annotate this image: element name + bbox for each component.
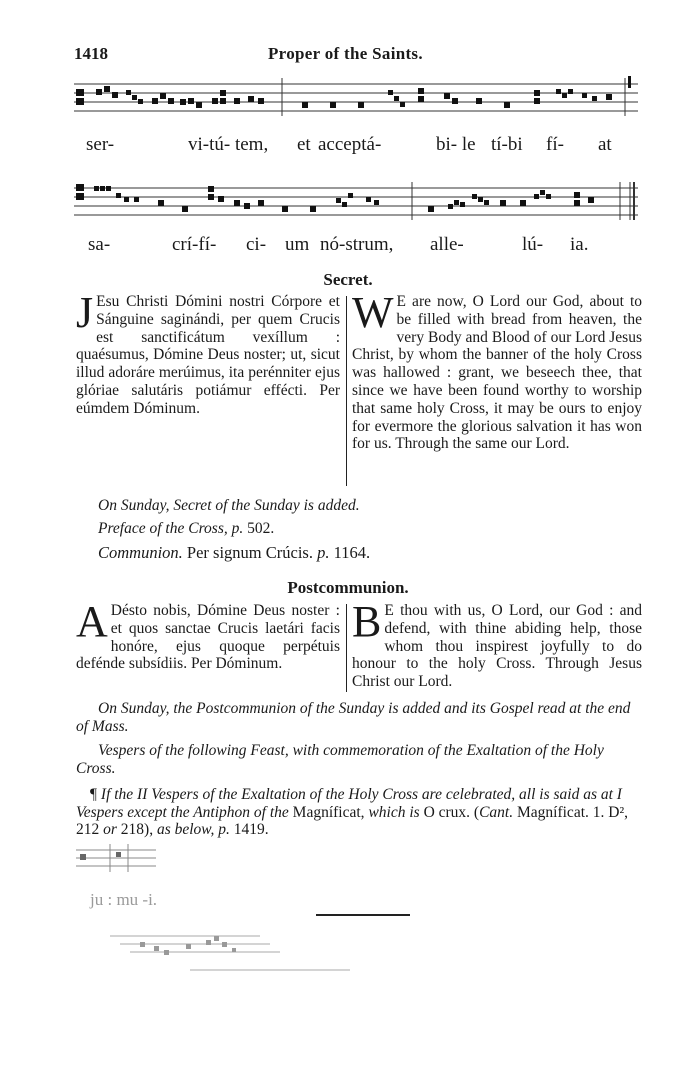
syllable: alle- (430, 234, 464, 255)
syllable: sa- (88, 234, 111, 255)
faint-staff-fragment (76, 844, 176, 874)
syllable: ia. (570, 234, 589, 255)
postcommunion-heading: Postcommunion. (287, 578, 409, 597)
syllable: bi- le (436, 134, 476, 155)
syllable: et (297, 134, 311, 155)
secret-latin-text: Esu Christi Dómini nostri Córpore et Sánguine saginándi, per quem Crucis est sanctificátum vexíllum : quaésumus, Dómine Deus noster; ut, sicut illud adoráre merúimus, ita perénniter ejus glóriae salutáris potiámur effécti. Per eúmdem Dóminum. (76, 293, 340, 417)
syllable: lú- (522, 234, 544, 255)
rubric-ii-vespers: ¶ If the II Vespers of the Exaltation of the Holy Cross are celebrated, all is said as at I Vespers except the Antiphon of the Magníficat, which is O crux. (Cant. Magníficat. 1. D², 212 or 218), as below, p. 1419. (76, 786, 628, 838)
postcommunion-latin-text: Désto nobis, Dómine Deus noster : et quos sanctae Crucis laetári facis honóre, ejus quoque perpétuis defénde subsídiis. Per Dóminum. (76, 602, 340, 673)
rubric-sunday-secret: On Sunday, Secret of the Sunday is added. (98, 497, 360, 514)
secret-english-text: E are now, O Lord our God, about to be filled with bread from heaven, the very Body and Blood of our Lord Jesus Christ, by whom the banner of the holy Cross was hallowed : grant, we beseech thee, that since we have been found worthy to worship that same holy Cross, it may be ours to enjoy for evermore the glorious salvation it has won for us. Through the same our Lord. (352, 293, 642, 453)
rubric-communion: Communion. Per signum Crúcis. p. 1164. (98, 543, 371, 562)
chant-lyrics-1 (0, 134, 696, 162)
syllable: ser- (86, 134, 115, 155)
postcommunion-english (352, 597, 642, 691)
secret-latin (76, 288, 340, 418)
page-number: 1418 (74, 44, 108, 63)
syllable: crí-fí- (172, 234, 217, 255)
syllable: tí-bi (491, 134, 523, 155)
syllable: acceptá- (318, 134, 382, 155)
secret-english (352, 288, 642, 453)
postcommunion-latin (76, 597, 340, 673)
chant-staff-2 (72, 180, 640, 224)
chant-lyrics-2 (0, 234, 696, 262)
syllable: at (598, 134, 612, 155)
faint-text-fragment: ju : mu -i. (90, 890, 158, 909)
secret-heading: Secret. (323, 270, 373, 289)
syllable: um (285, 234, 310, 255)
faint-chant-fragment (110, 930, 350, 976)
drop-cap: A (76, 597, 108, 646)
drop-cap: B (352, 597, 382, 646)
syllable: vi-tú- tem, (188, 134, 269, 155)
syllable: nó-strum, (320, 234, 394, 255)
drop-cap: J (76, 288, 94, 337)
drop-cap: W (352, 288, 394, 337)
rubric-sunday-postcommunion: On Sunday, the Postcommunion of the Sunday is added and its Gospel read at the end of Mass. (76, 700, 631, 735)
column-divider (346, 604, 347, 692)
postcommunion-english-text: E thou with us, O Lord, our God : and defend, with thine abiding help, those whom thou inspirest joyfully to do honour to the holy Cross. Through Jesus Christ our Lord. (352, 602, 642, 691)
syllable: fí- (546, 134, 564, 155)
chant-staff-1 (72, 76, 640, 120)
syllable: ci- (246, 234, 267, 255)
rubric-vespers: Vespers of the following Feast, with commemoration of the Exaltation of the Holy Cross. (76, 742, 604, 777)
end-rule (316, 914, 410, 916)
page-title: Proper of the Saints. (268, 44, 423, 63)
column-divider (346, 296, 347, 486)
rubric-preface: Preface of the Cross, p. 502. (98, 520, 275, 537)
